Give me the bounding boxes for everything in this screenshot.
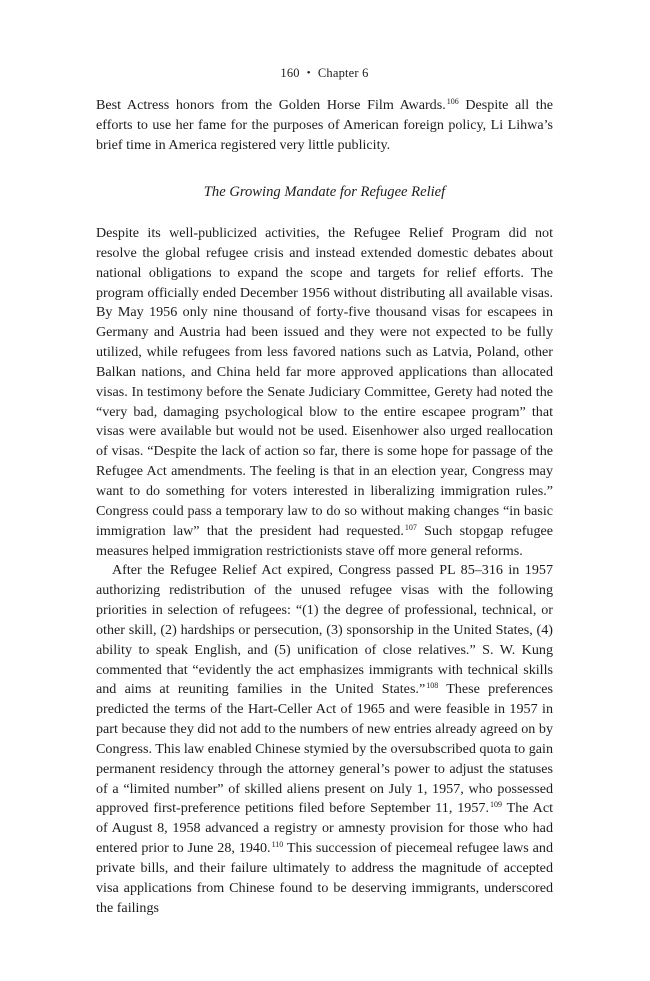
intro-text-block — [96, 96, 553, 156]
chapter-label: Chapter 6 — [317, 66, 369, 80]
paragraph-2-text-c: The Act of August 8, 1958 advanced a registry or amnesty provision for those who had entered prior to June 28, 1940. — [96, 800, 553, 857]
footnote-ref-108: 108 — [426, 681, 439, 691]
body-paragraph-2 — [96, 561, 553, 918]
paragraph-2-text: After the Refugee Relief Act expired, Congress passed PL 85–316 in 1957 authorizing redistribution of the unused refugee visas with the following priorities in selection of refugees: “(1) the degree of professional, technical, or other skill, (2) hardships or persecution, (3) sponsorship in the United States, (4) ability to speak English, and (5) unification of close relatives.” S. W. Kung commented that “evidently the act emphasizes immigrants with technical skills and aims at reuniting families in the United States.” — [96, 562, 553, 698]
body-text-block — [96, 224, 553, 919]
paragraph-1-text-end: Such stopgap refugee measures helped immigration restrictionists stave off more general reforms. — [96, 522, 553, 559]
section-heading: The Growing Mandate for Refugee Relief — [203, 184, 446, 200]
page-number: 160 — [280, 66, 300, 80]
paragraph-2-text-b: These preferences predicted the terms of the Hart-Celler Act of 1965 and were feasible in 1957 in part because they did not add to the numbers of new entries already agreed on by Congress. This law enabled Chinese stymied by the oversubscribed quota to gain permanent residency through the attorney general’s power to adjust the statuses of a “limited number” of skilled aliens present on July 1, 1957, who possessed approved first-preference petitions filed before September 11, 1957. — [96, 681, 554, 817]
intro-text: Best Actress honors from the Golden Horse Film Awards. — [96, 97, 446, 113]
intro-paragraph — [96, 96, 553, 156]
footnote-ref-109: 109 — [489, 800, 502, 810]
paragraph-2-text-d: This succession of piecemeal refugee laws and private bills, and their failure ultimately to address the magnitude of accepted visa applications from Chinese found to be deserving immigrants, underscored the failings — [96, 840, 554, 916]
paragraph-1-text: Despite its well-publicized activities, the Refugee Relief Program did not resolve the global refugee crisis and instead extended domestic debates about national obligations to expand the scope and targets for relief efforts. The program officially ended December 1956 without distributing all available visas. By May 1956 only nine thousand of forty-five thousand visas for escapees in Germany and Austria had been issued and they were not expected to be fully utilized, while refugees from less favored nations such as Latvia, Poland, other Balkan nations, and China held far more approved applications than allocated visas. In testimony before the Senate Judiciary Committee, Gerety had noted the “very bad, damaging psychological blow to the entire escapee program” that visas were available but would not be used. Eisenhower also urged reallocation of visas. “Despite the lack of action so far, there is some hope for passage of the Refugee Act amendments. The feeling is that in an election year, Congress may want to do something for voters interested in liberalizing immigration rules.” Congress could pass a temporary law to do so without making changes “in basic immigration law” that the president had requested. — [96, 225, 553, 539]
footnote-ref-107: 107 — [404, 522, 417, 532]
running-head — [96, 66, 553, 81]
bullet-separator: • — [306, 67, 311, 79]
body-paragraph-1 — [96, 224, 553, 561]
footnote-ref-110: 110 — [271, 840, 284, 850]
intro-text-continued: Despite all the efforts to use her fame for the purposes of American foreign policy, Li Lihwa’s brief time in America registered very little publicity. — [96, 97, 553, 153]
footnote-ref-106: 106 — [446, 97, 459, 106]
